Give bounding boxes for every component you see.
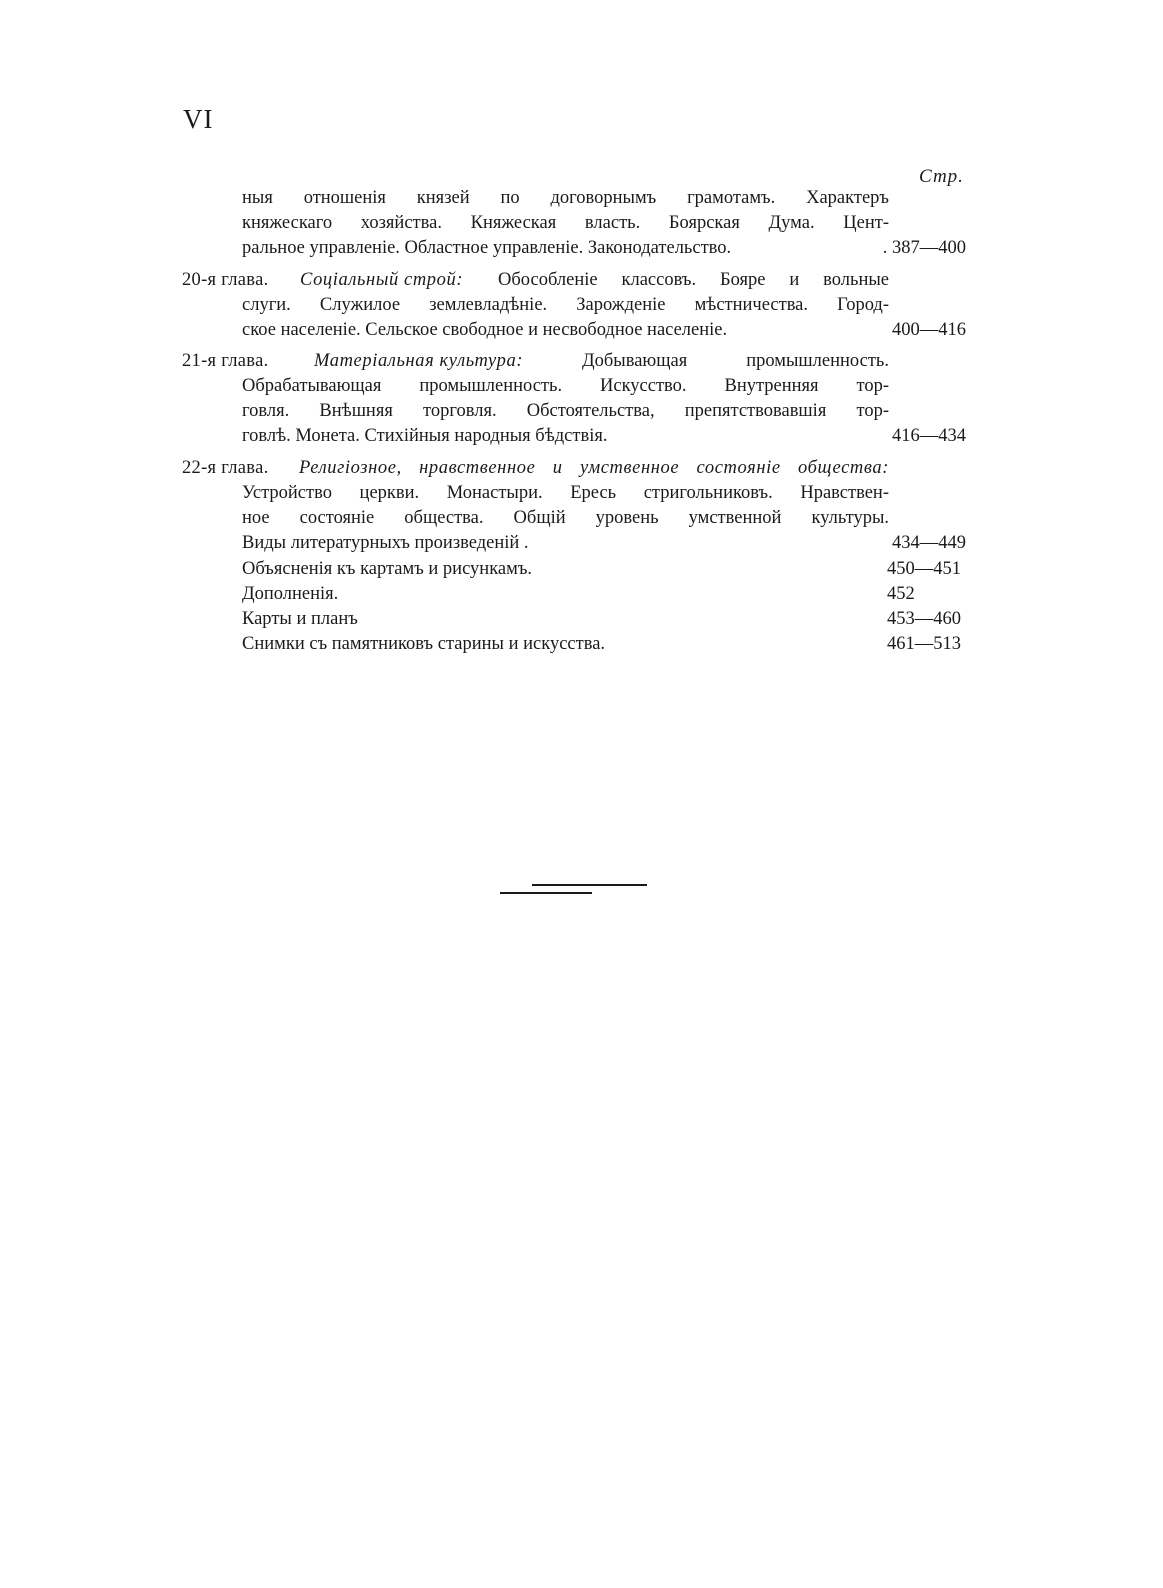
chapter-label: 22-я глава. xyxy=(182,458,269,478)
toc-pages: 453—460 xyxy=(887,609,961,629)
toc-line xyxy=(0,399,1163,424)
toc-entry-chapter-21 xyxy=(0,349,1163,449)
toc-line xyxy=(0,211,1163,236)
toc-text: Устройство церкви. Монастыри. Ересь стригольниковъ. Нравствен- xyxy=(242,483,889,503)
toc-text: ныя отношенія князей по договорнымъ грамотамъ. Характеръ xyxy=(242,188,889,208)
toc-line xyxy=(0,236,1163,261)
toc-pages: 400—416 xyxy=(892,320,966,340)
toc-line xyxy=(0,456,1163,481)
toc-text: слуги. Служилое землевладѣніе. Зарожденіе мѣстничества. Город- xyxy=(242,295,889,315)
toc-pages: 461—513 xyxy=(887,634,961,654)
toc-entry-chapter-22 xyxy=(0,456,1163,556)
toc-pages: 434—449 xyxy=(892,533,966,553)
toc-text: говлѣ. Монета. Стихійныя народныя бѣдствія. xyxy=(242,426,608,446)
appendix-title: Дополненія. xyxy=(242,584,339,604)
closing-rule-top xyxy=(532,884,647,886)
toc-entry-continuation xyxy=(0,186,1163,261)
page-folio: VI xyxy=(183,104,214,134)
toc-text: ское населеніе. Сельское свободное и несвободное населеніе. xyxy=(242,320,728,340)
chapter-title: Религіозное, нравственное и умственное состояніе общества: xyxy=(299,458,889,478)
toc-text: Обрабатывающая промышленность. Искусство. Внутренняя тор- xyxy=(242,376,889,396)
chapter-title: Матеріальная культура: xyxy=(314,351,524,371)
toc-pages: 452 xyxy=(887,584,915,604)
toc-line xyxy=(0,186,1163,211)
toc-line xyxy=(0,557,1163,582)
page-column-header: Стр. xyxy=(919,166,964,187)
toc-text: Виды литературныхъ произведеній . xyxy=(242,533,529,553)
toc-pages: . 387—400 xyxy=(882,238,966,258)
chapter-label: 20-я глава. xyxy=(182,270,269,290)
toc-line xyxy=(0,374,1163,399)
toc-line xyxy=(0,506,1163,531)
toc-line xyxy=(0,582,1163,607)
toc-line xyxy=(0,481,1163,506)
toc-entry-chapter-20 xyxy=(0,268,1163,343)
toc-line xyxy=(0,268,1163,293)
toc-text: княжескаго хозяйства. Княжеская власть. Боярская Дума. Цент- xyxy=(242,213,889,233)
toc-line xyxy=(0,607,1163,632)
toc-text: Обособленіе классовъ. Бояре и вольные xyxy=(498,270,889,290)
chapter-title: Соціальный строй: xyxy=(300,270,464,290)
toc-line xyxy=(0,531,1163,556)
toc-pages: 416—434 xyxy=(892,426,966,446)
toc-line xyxy=(0,293,1163,318)
appendix-title: Карты и планъ xyxy=(242,609,358,629)
toc-line xyxy=(0,632,1163,657)
toc-pages: 450—451 xyxy=(887,559,961,579)
chapter-label: 21-я глава. xyxy=(182,351,269,371)
toc-text: ральное управленіе. Областное управленіе. Законодательство. xyxy=(242,238,732,258)
toc-line xyxy=(0,349,1163,374)
toc-line xyxy=(0,424,1163,449)
toc-line xyxy=(0,318,1163,343)
toc-text: Добывающая промышленность. xyxy=(582,351,889,371)
toc-text: говля. Внѣшняя торговля. Обстоятельства, препятствовавшія тор- xyxy=(242,401,889,421)
appendix-title: Снимки съ памятниковъ старины и искусства. xyxy=(242,634,606,654)
toc-text: ное состояніе общества. Общій уровень умственной культуры. xyxy=(242,508,889,528)
closing-rule-bottom xyxy=(500,892,592,894)
appendix-title: Объясненія къ картамъ и рисункамъ. xyxy=(242,559,533,579)
toc-appendix xyxy=(0,557,1163,657)
